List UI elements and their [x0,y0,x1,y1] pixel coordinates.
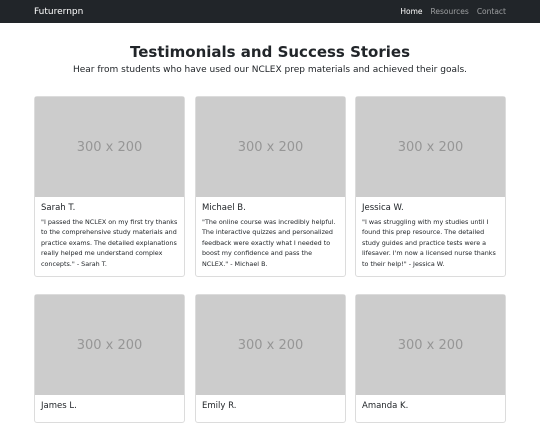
testimonial-card [195,294,346,423]
card-title: Michael B. [202,203,246,213]
testimonial-card [34,96,185,277]
placeholder-label: 300 x 200 [76,139,143,155]
testimonial-card [355,96,506,277]
placeholder-label: 300 x 200 [397,337,464,353]
testimonial-card [34,294,185,423]
nav-home-link[interactable]: Home [400,7,423,16]
placeholder-image [356,295,505,395]
nav-links [400,7,506,16]
placeholder-image [356,97,505,197]
card-text: "I passed the NCLEX on my first try thanks to the comprehensive study materials and practice exams. The detailed explanations really helped me understand complex concepts." - Sarah T. [41,218,178,268]
brand-link[interactable]: Futurernpn [34,6,84,17]
card-title: Jessica W. [362,203,404,213]
card-title: Sarah T. [41,203,76,213]
placeholder-label: 300 x 200 [76,337,143,353]
card-title: James L. [41,401,77,411]
placeholder-label: 300 x 200 [237,139,304,155]
testimonial-card [195,96,346,277]
nav-contact-link[interactable]: Contact [476,7,506,16]
testimonial-card [355,294,506,423]
placeholder-image [196,97,345,197]
nav-resources-link[interactable]: Resources [430,7,469,16]
card-text: "I was struggling with my studies until I found this prep resource. The detailed study guides and practice tests were a lifesaver. I'm now a licensed nurse thanks to their help!" - Jessica W. [362,218,496,268]
placeholder-image [35,97,184,197]
card-text: "The online course was incredibly helpful. The interactive quizzes and personalized feedback were exactly what I needed to boost my confidence and pass the NCLEX." - Michael B. [202,218,336,268]
page-subtitle: Hear from students who have used our NCLEX prep materials and achieved their goals. [72,65,468,75]
card-title: Emily R. [202,401,237,411]
placeholder-image [35,295,184,395]
navbar [0,0,540,23]
placeholder-image [196,295,345,395]
placeholder-label: 300 x 200 [397,139,464,155]
card-title: Amanda K. [362,401,409,411]
placeholder-label: 300 x 200 [237,337,304,353]
page-title: Testimonials and Success Stories [129,43,411,61]
